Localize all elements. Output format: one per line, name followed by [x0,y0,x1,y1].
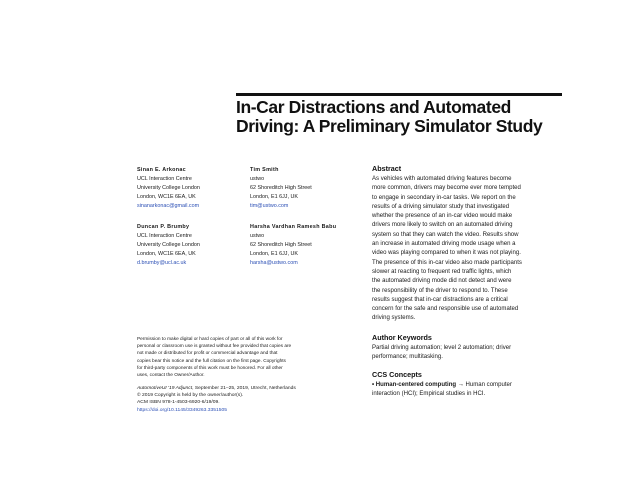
venue-name: AutomotiveUI '19 Adjunct [137,386,193,391]
abstract-line: concern for the safe and responsible use of automated [372,306,519,313]
permission-line: uses, contact the Owner/Author. [137,373,205,379]
permission-notice [137,336,363,379]
publication-info [137,385,363,414]
author-email-link[interactable]: harsha@ustwo.com [250,259,298,266]
author-affiliation-line: UCL Interaction Centre [137,232,192,239]
ccs-line: interaction (HCI); Empirical studies in HCI. [372,391,486,398]
abstract-line: the responsibility of the driver to respond to. These [372,287,508,294]
ccs-bullet-term: • Human-centered computing [372,382,457,388]
author-email-link[interactable]: d.brumby@ucl.ac.uk [137,259,187,266]
abstract-line: results of a driving simulator study that investigated [372,203,510,210]
author-name: Sinan E. Arkonac [137,167,186,173]
ccs-concepts-section [372,370,564,400]
ccs-line-rest: → Human computer [456,382,512,388]
author-affiliation-line: London, E1 6JJ, UK [250,250,298,257]
keywords-line: Partial driving automation; level 2 automation; driver [372,345,512,351]
permission-line: for third-party components of this work must be honored. For all other [137,365,283,371]
abstract-line: whether the presence of an in-car video would make [372,213,513,220]
author-name: Harsha Vardhan Ramesh Babu [250,224,337,230]
author-block-arkonac [137,166,200,211]
keywords-line: performance; multitasking. [372,354,443,361]
author-keywords-section [372,333,564,363]
abstract-line: system so that they can watch the video. Results show [372,231,519,238]
author-block-ramesh-babu [250,223,336,268]
title-line-1: In-Car Distractions and Automated [236,97,511,117]
author-affiliation-line: ustwo [250,175,265,182]
ccs-line [372,381,564,390]
author-affiliation-line: London, WC1E 6EA, UK [137,250,196,257]
author-affiliation-line: London, E1 6JJ, UK [250,193,298,200]
permission-line: personal or classroom use is granted without fee provided that copies are [137,344,292,350]
author-email-link[interactable]: sinanarkonac@gmail.com [137,202,200,209]
author-name: Tim Smith [250,167,279,173]
keywords-heading: Author Keywords [372,333,432,342]
abstract-line: The presence of this in-car video also made participants [372,259,522,266]
abstract-line: the automated driving mode did not detect and were [372,278,512,285]
doi-link[interactable]: https://doi.org/10.1145/3349263.3351505 [137,407,227,413]
abstract-line: drivers more likely to switch on an automated driving [372,222,513,229]
author-affiliation-line: University College London [137,184,200,191]
author-affiliation-line: 62 Shoreditch High Street [250,241,312,248]
abstract-line: an increase in automated driving mode usage when a [372,241,516,248]
permission-line: not made or distributed for profit or commercial advantage and that [137,351,278,357]
abstract-line: driving systems. [372,315,416,322]
author-block-smith [250,166,312,211]
author-email-link[interactable]: tim@ustwo.com [250,202,289,209]
copyright-line: © 2019 Copyright is held by the owner/author(s). [137,393,244,399]
venue-details: , September 21–25, 2019, Utrecht, Netherlands [192,386,296,391]
permission-line: copies bear this notice and the full citation on the first page. Copyrights [137,358,286,364]
author-affiliation-line: University College London [137,241,200,248]
author-affiliation-line: UCL Interaction Centre [137,175,192,182]
abstract-line: As vehicles with automated driving features become [372,176,512,182]
abstract-line: to engage in secondary in-car tasks. We report on the [372,194,516,201]
author-affiliation-line: ustwo [250,232,265,239]
author-name: Duncan P. Brumby [137,224,190,230]
permission-line: Permission to make digital or hard copies of part or all of this work for [137,337,283,342]
title-rule [236,93,562,96]
abstract-heading: Abstract [372,164,402,173]
venue-line [137,385,363,392]
abstract-line: results suggest that in-car distractions are a critical [372,296,508,303]
ccs-heading: CCS Concepts [372,370,422,379]
abstract-line: slower at reacting to frequent red traffic lights, which [372,268,512,275]
author-block-brumby [137,223,200,268]
paper-title [236,98,566,136]
isbn-line: ACM ISBN 978-1-4503-6920-6/19/09. [137,400,220,406]
abstract-line: video was playing compared to when it was not playing. [372,250,521,257]
author-affiliation-line: 62 Shoreditch High Street [250,184,312,191]
title-line-2: Driving: A Preliminary Simulator Study [236,116,543,136]
author-affiliation-line: London, WC1E 6EA, UK [137,193,196,200]
abstract-line: more common, drivers may become ever more tempted [372,185,521,192]
abstract-section [372,164,564,324]
